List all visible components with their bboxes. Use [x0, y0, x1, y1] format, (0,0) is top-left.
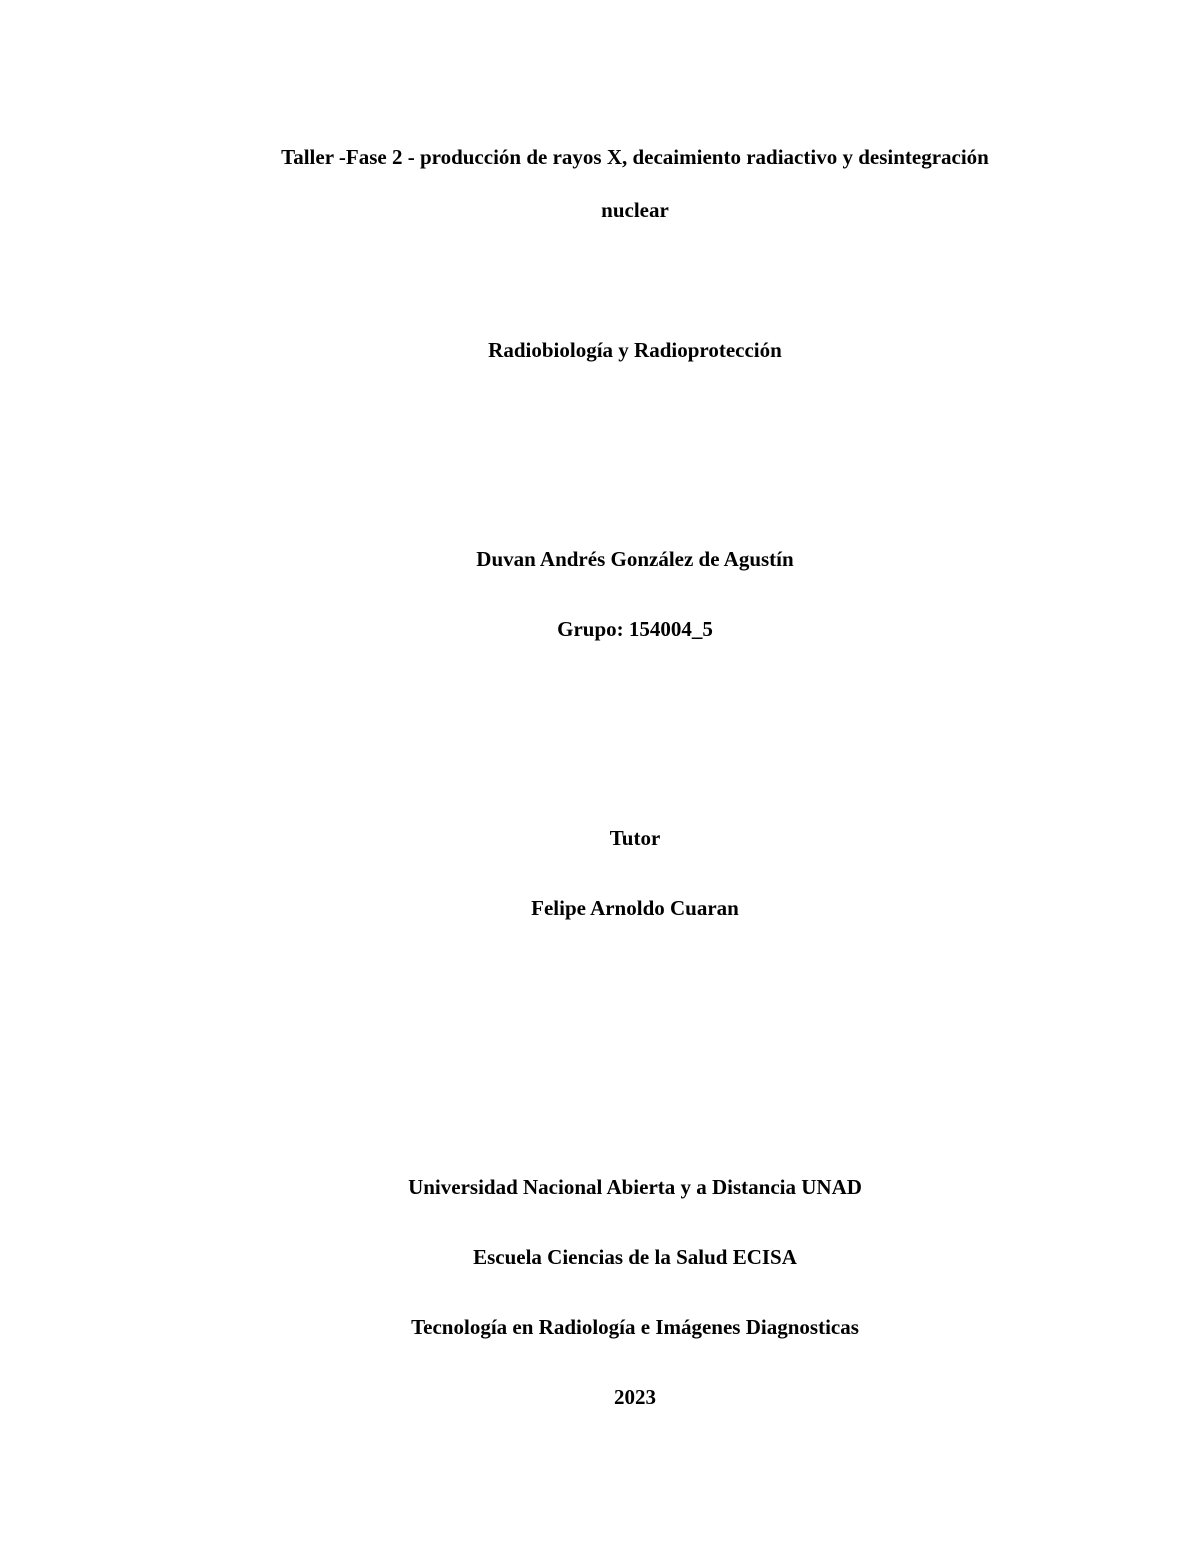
university-name: Universidad Nacional Abierta y a Distancia UNAD: [408, 1175, 862, 1199]
year: 2023: [614, 1385, 656, 1409]
group-number: Grupo: 154004_5: [557, 617, 713, 641]
title-line-1: Taller -Fase 2 - producción de rayos X, decaimiento radiactivo y desintegración: [281, 145, 989, 169]
title-line-2: nuclear: [601, 198, 669, 222]
tutor-name: Felipe Arnoldo Cuaran: [531, 896, 739, 920]
author-name: Duvan Andrés González de Agustín: [476, 547, 794, 571]
course-name: Radiobiología y Radioprotección: [488, 338, 782, 362]
tutor-label: Tutor: [609, 826, 661, 850]
program-name: Tecnología en Radiología e Imágenes Diagnosticas: [411, 1315, 859, 1339]
school-name: Escuela Ciencias de la Salud ECISA: [473, 1245, 797, 1269]
